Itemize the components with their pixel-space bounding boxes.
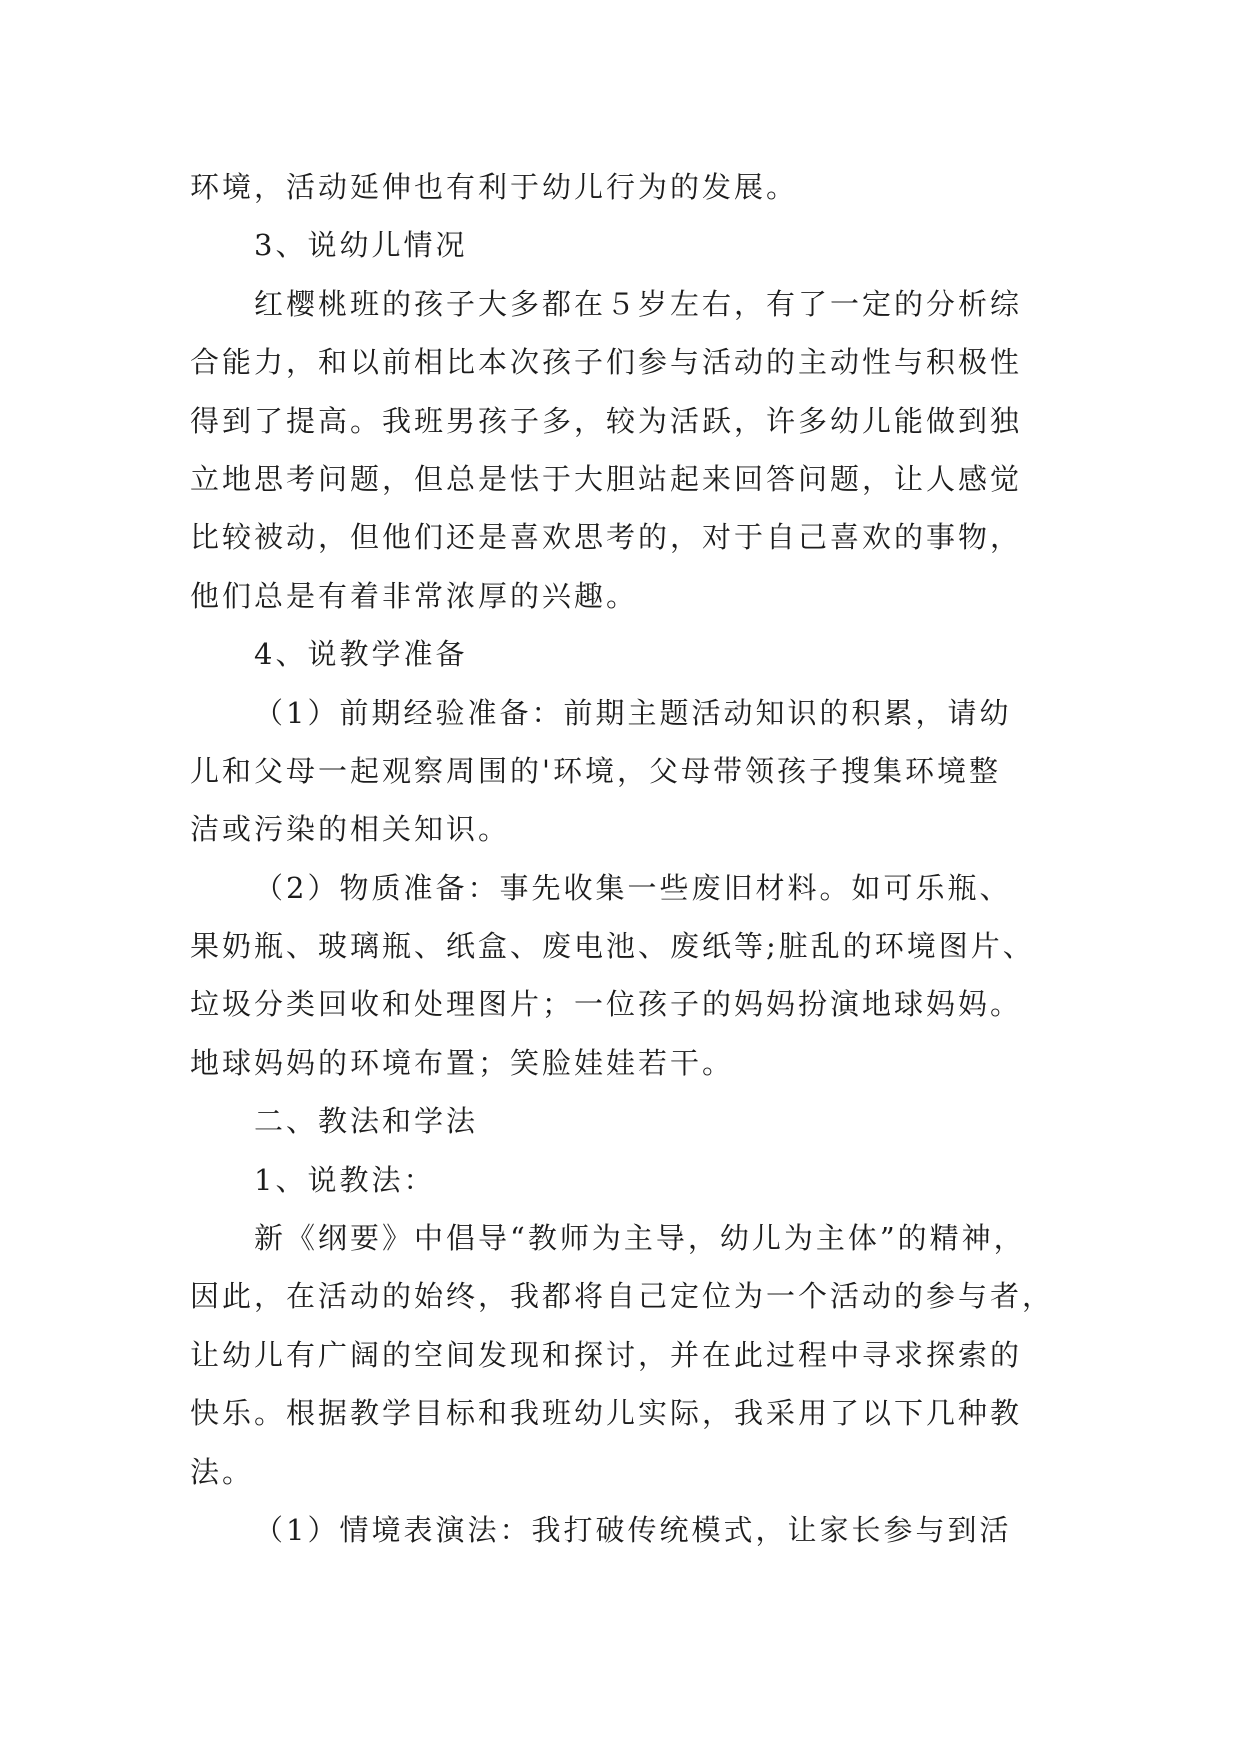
section-heading: 1、说教法： — [254, 1162, 436, 1197]
text-line: 红樱桃班的孩子大多都在５岁左右，有了一定的分析综 — [254, 286, 1023, 321]
text-line: 他们总是有着非常浓厚的兴趣。 — [190, 578, 639, 613]
text-line: 垃圾分类回收和处理图片；一位孩子的妈妈扮演地球妈妈。 — [190, 987, 1023, 1022]
text-line: 快乐。根据教学目标和我班幼儿实际，我采用了以下几种教 — [190, 1396, 1023, 1431]
section-heading: 二、教法和学法 — [254, 1104, 479, 1139]
document-body — [190, 158, 1070, 1559]
text-line: 儿和父母一起观察周围的'环境，父母带领孩子搜集环境整 — [190, 753, 1001, 788]
text-line: 洁或污染的相关知识。 — [190, 812, 511, 847]
text-line: 新《纲要》中倡导“教师为主导，幼儿为主体”的精神， — [254, 1221, 1026, 1256]
text-line: （1）情境表演法：我打破传统模式，让家长参与到活 — [254, 1512, 1012, 1547]
text-line: 法。 — [190, 1454, 255, 1489]
text-line: 果奶瓶、玻璃瓶、纸盒、废电池、废纸等;脏乱的环境图片、 — [190, 929, 1035, 964]
text-line: （1）前期经验准备：前期主题活动知识的积累，请幼 — [254, 695, 1012, 730]
text-line: 得到了提高。我班男孩子多，较为活跃，许多幼儿能做到独 — [190, 403, 1023, 438]
section-heading: 4、说教学准备 — [254, 637, 468, 672]
text-line: 地球妈妈的环境布置；笑脸娃娃若干。 — [190, 1045, 735, 1080]
text-line: 环境，活动延伸也有利于幼儿行为的发展。 — [190, 170, 799, 204]
text-line: 立地思考问题，但总是怯于大胆站起来回答问题，让人感觉 — [190, 461, 1023, 496]
text-line: 合能力，和以前相比本次孩子们参与活动的主动性与积极性 — [190, 345, 1023, 380]
section-heading: 3、说幼儿情况 — [254, 228, 468, 263]
text-line: 因此，在活动的始终，我都将自己定位为一个活动的参与者， — [190, 1279, 1055, 1314]
text-line: （2）物质准备：事先收集一些废旧材料。如可乐瓶、 — [254, 870, 1012, 905]
text-line: 比较被动，但他们还是喜欢思考的，对于自己喜欢的事物， — [190, 520, 1023, 555]
text-line: 让幼儿有广阔的空间发现和探讨，并在此过程中寻求探索的 — [190, 1337, 1023, 1372]
